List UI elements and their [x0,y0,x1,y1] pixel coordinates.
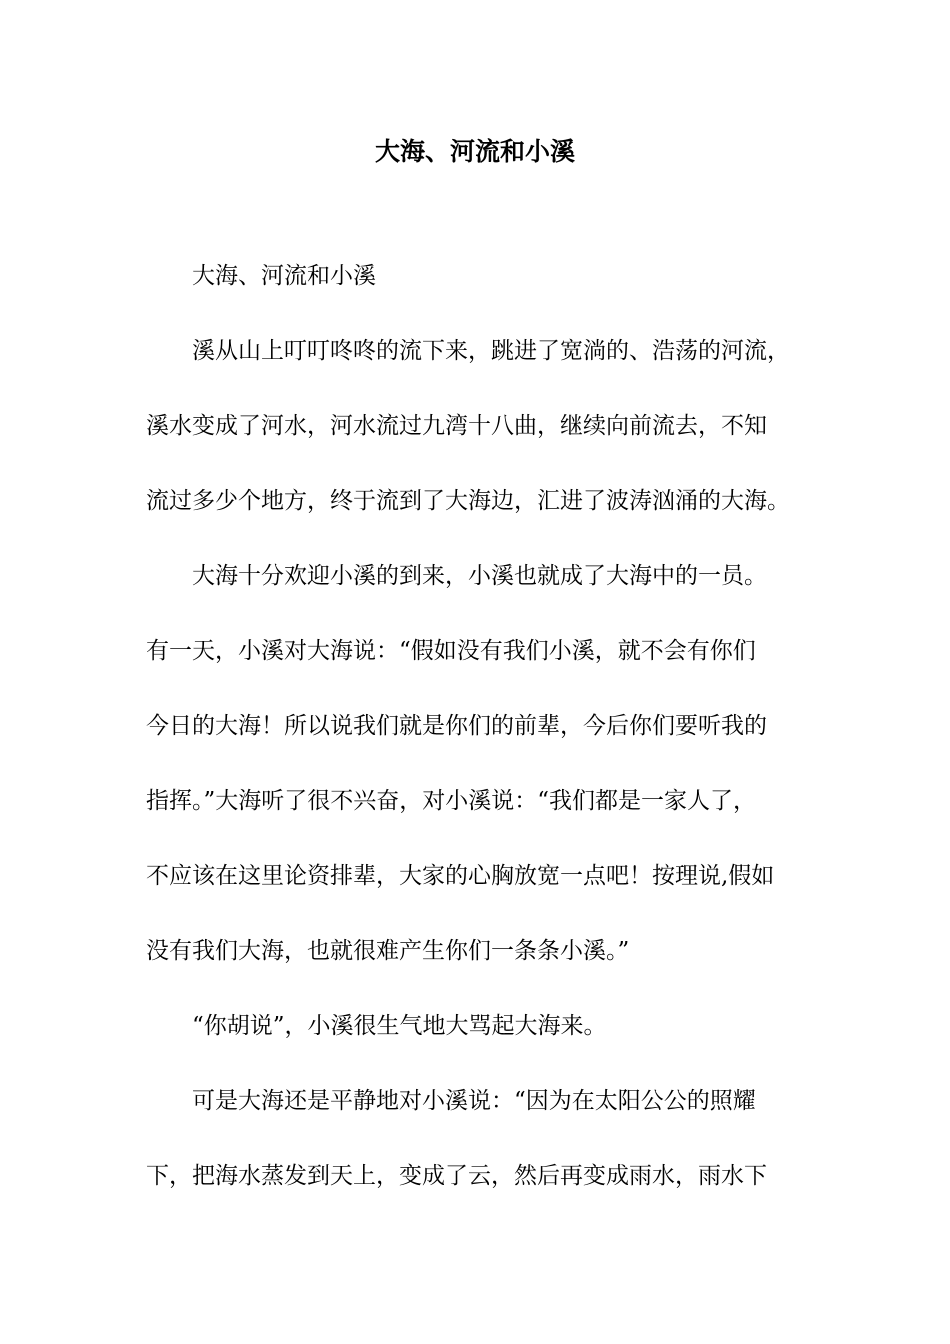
text-line: 指挥。”大海听了很不兴奋，对小溪说：“我们都是一家人了， [146,788,757,814]
text-line: 大海十分欢迎小溪的到来，小溪也就成了大海中的一员。 [192,563,767,589]
document-title: 大海、河流和小溪 [374,137,575,166]
text-line: 溪水变成了河水，河水流过九湾十八曲，继续向前流去，不知 [146,413,767,439]
text-line: 不应该在这里论资排辈，大家的心胸放宽一点吧！按理说,假如 [146,863,775,889]
text-line: 流过多少个地方，终于流到了大海边，汇进了波涛汹涌的大海。 [146,488,790,514]
text-line: 今日的大海！所以说我们就是你们的前辈，今后你们要听我的 [146,713,767,739]
text-line: 可是大海还是平静地对小溪说：“因为在太阳公公的照耀 [192,1088,756,1114]
text-line: “你胡说”，小溪很生气地大骂起大海来。 [192,1013,607,1039]
text-line: 溪从山上叮叮咚咚的流下来，跳进了宽淌的、浩荡的河流， [192,338,790,364]
subtitle-line: 大海、河流和小溪 [192,263,376,289]
text-line: 下，把海水蒸发到天上，变成了云，然后再变成雨水，雨水下 [146,1163,767,1189]
text-line: 没有我们大海，也就很难产生你们一条条小溪。” [146,938,630,964]
text-line: 有一天，小溪对大海说：“假如没有我们小溪，就不会有你们 [146,638,756,664]
